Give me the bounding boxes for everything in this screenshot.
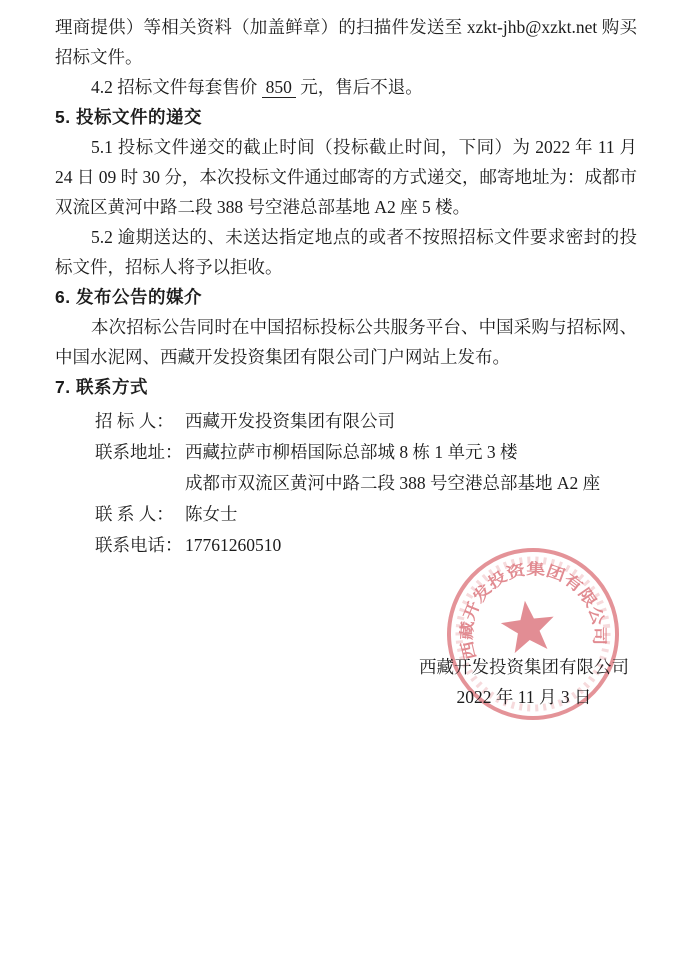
contact-label [95, 468, 185, 499]
section-6-heading: 6. 发布公告的媒介 [55, 287, 202, 307]
contact-value: 陈女士 [185, 504, 238, 524]
document-body [55, 12, 637, 561]
contact-value: 西藏拉萨市柳梧国际总部城 8 栋 1 单元 3 楼 [185, 442, 518, 462]
signature-date: 2022 年 11 月 3 日 [456, 687, 592, 707]
contact-label: 联系地址： [95, 442, 183, 462]
contact-row-bidder [95, 406, 637, 437]
paragraph-intro-continuation: 理商提供）等相关资料（加盖鲜章）的扫描件发送至 xzkt-jhb@xzkt.net 购买招标文件。 [55, 17, 637, 67]
contact-label: 联 系 人： [95, 504, 174, 524]
contact-value: 成都市双流区黄河中路二段 388 号空港总部基地 A2 座 [185, 473, 601, 493]
contact-value: 西藏开发投资集团有限公司 [185, 411, 395, 431]
clause-4-2-suffix: 元，售后不退。 [300, 77, 423, 97]
seal-arc-text: 西藏开发投资集团有限公司 [458, 561, 608, 662]
section-7-heading: 7. 联系方式 [55, 377, 148, 397]
clause-5-2: 5.2 逾期送达的、未送达指定地点的或者不按照招标文件要求密封的投标文件，招标人将予以拒收。 [55, 227, 637, 277]
contact-row-address [95, 437, 637, 468]
contact-label: 联系电话： [95, 535, 183, 555]
contact-row-phone [95, 530, 637, 561]
contact-value: 17761260510 [185, 535, 282, 555]
contact-label: 招 标 人： [95, 411, 174, 431]
clause-4-2 [55, 72, 637, 102]
clause-5-1: 5.1 投标文件递交的截止时间（投标截止时间，下同）为 2022 年 11 月 24 日 09 时 30 分，本次投标文件通过邮寄的方式递交，邮寄地址为：成都市双流区黄河中路二段 388 号空港总部基地 A2 座 5 楼。 [55, 137, 637, 217]
section-6-body: 本次招标公告同时在中国招标投标公共服务平台、中国采购与招标网、中国水泥网、西藏开发投资集团有限公司门户网站上发布。 [55, 317, 637, 367]
contact-row-person [95, 499, 637, 530]
seal-star-icon [498, 597, 557, 654]
contact-row-address-line2 [95, 468, 637, 499]
price-value: 850 [262, 77, 296, 98]
signature-company: 西藏开发投资集团有限公司 [419, 657, 629, 677]
seal-arc-text-container [449, 550, 612, 663]
signature-block [414, 652, 634, 712]
section-5-heading: 5. 投标文件的递交 [55, 107, 202, 127]
clause-4-2-prefix: 4.2 招标文件每套售价 [91, 77, 258, 97]
contact-list [55, 406, 637, 561]
